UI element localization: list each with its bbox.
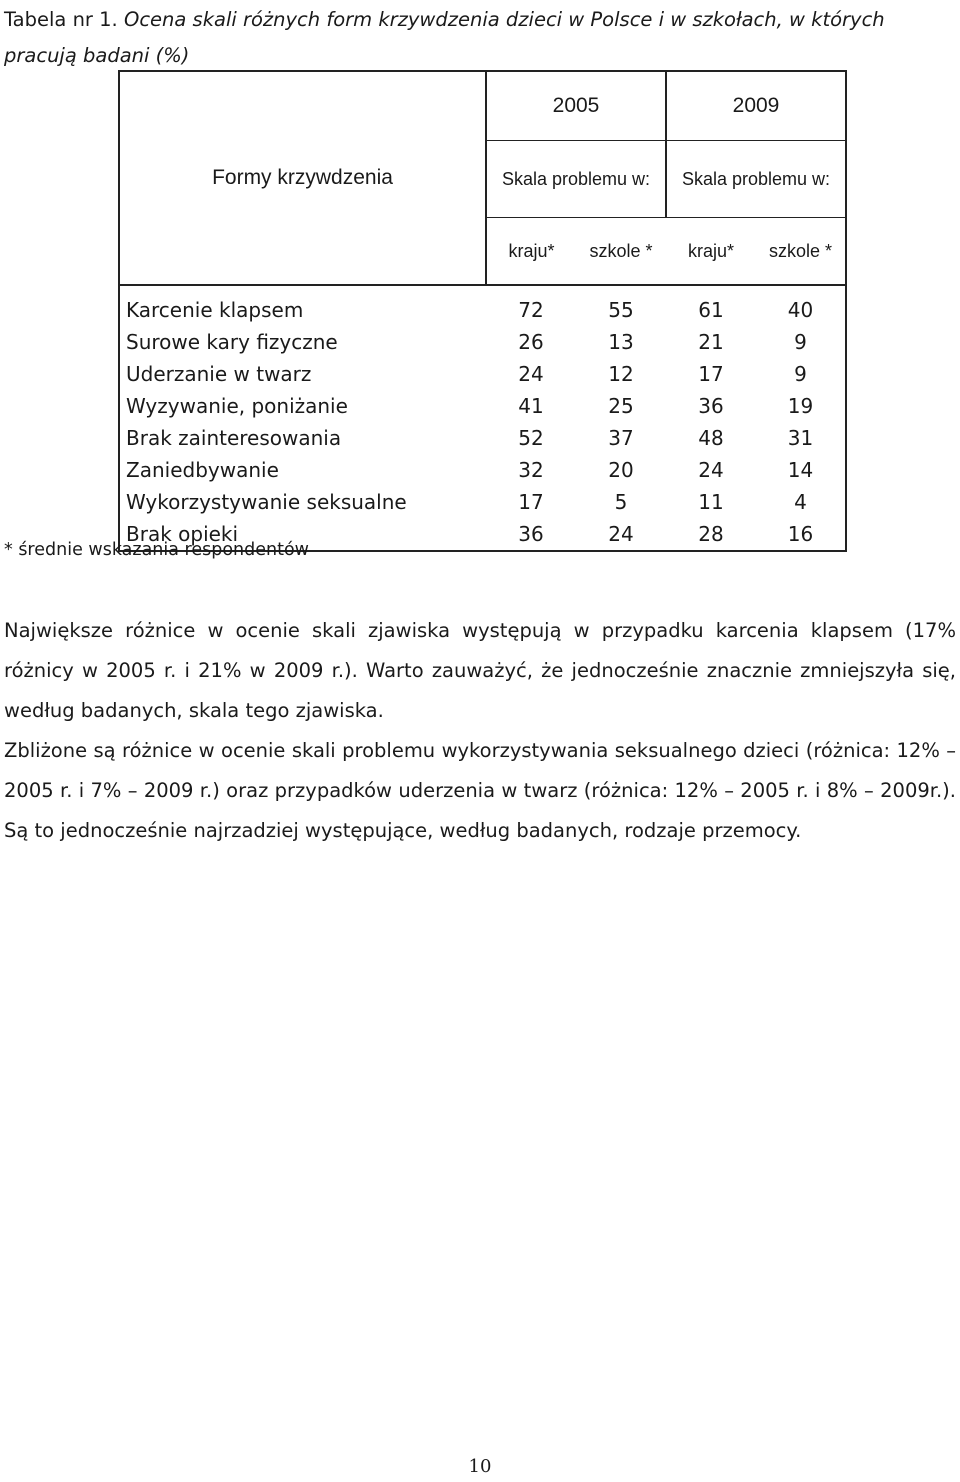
row-value: 9 (756, 358, 846, 390)
caption-title: Ocena skali różnych form krzywdzenia dzieci w Polsce i w szkołach, w których pracują badani (%) (4, 8, 885, 67)
row-value: 4 (756, 486, 846, 518)
row-value: 12 (608, 362, 634, 386)
year-header-2009: 2009 (666, 71, 846, 141)
row-label: Zaniedbywanie (119, 454, 486, 486)
table-row (119, 390, 846, 422)
row-value: 41 (518, 394, 544, 418)
row-label: Brak zainteresowania (119, 422, 486, 454)
row-value: 55 (576, 285, 666, 326)
table-row (119, 358, 846, 390)
row-value: 14 (756, 454, 846, 486)
row-value: 24 (698, 458, 724, 482)
table-caption (4, 2, 958, 74)
row-value: 32 (518, 458, 544, 482)
row-label: Karcenie klapsem (119, 285, 486, 326)
row-label: Brak opieki (119, 518, 486, 551)
scale-header-2009: Skala problemu w: (666, 141, 846, 218)
year-header-2005: 2005 (486, 71, 666, 141)
row-value: 36 (486, 518, 576, 551)
paragraph-1: Największe różnice w ocenie skali zjawiska występują w przypadku karcenia klapsem (17% różnicy w 2005 r. i 21% w 2009 r.). Warto zauważyć, że jednocześnie znacznie zmniejszyła się, według badanych, skala tego zjawiska. (4, 619, 956, 722)
row-value: 61 (666, 285, 756, 326)
caption-prefix: Tabela nr 1. (4, 8, 118, 31)
sub-header-kraju-2009: kraju* (666, 218, 756, 286)
table-row (119, 486, 846, 518)
row-value: 24 (518, 362, 544, 386)
abuse-forms-table (118, 70, 847, 552)
table-row (119, 422, 846, 454)
row-value: 28 (666, 518, 756, 551)
row-value: 17 (518, 490, 544, 514)
page-number: 10 (468, 1456, 492, 1477)
row-value: 9 (756, 326, 846, 358)
row-value: 19 (756, 390, 846, 422)
row-value: 5 (614, 490, 628, 514)
row-value: 11 (698, 490, 724, 514)
forms-header: Formy krzywdzenia (119, 71, 486, 285)
row-value: 52 (518, 426, 544, 450)
row-value: 20 (608, 458, 634, 482)
row-label: Uderzanie w twarz (119, 358, 486, 390)
paragraph-2: Zbliżone są różnice w ocenie skali problemu wykorzystywania seksualnego dzieci (różnica: 12% – 2005 r. i 7% – 2009 r.) oraz przypadków uderzenia w twarz (różnica: 12% – 2005 r. i 8% – 2009r.). Są to jednocześnie najrzadziej występujące, według badanych, rodzaje przemocy. (4, 739, 956, 842)
row-label: Surowe kary fizyczne (119, 326, 486, 358)
row-value: 72 (486, 285, 576, 326)
sub-header-szkole-2009: szkole * (756, 218, 846, 286)
row-value: 16 (756, 518, 846, 551)
sub-header-kraju-2005: kraju* (486, 218, 576, 286)
row-value: 40 (756, 285, 846, 326)
row-value: 13 (608, 330, 634, 354)
row-value: 26 (518, 330, 544, 354)
row-value: 36 (698, 394, 724, 418)
row-value: 25 (608, 394, 634, 418)
row-value: 31 (756, 422, 846, 454)
row-value: 37 (608, 426, 634, 450)
table-footnote: * średnie wskazania respondentów (4, 540, 309, 560)
row-value: 17 (698, 362, 724, 386)
scale-header-2005: Skala problemu w: (486, 141, 666, 218)
table-row (119, 454, 846, 486)
sub-header-szkole-2005: szkole * (576, 218, 666, 286)
row-label: Wykorzystywanie seksualne (119, 486, 486, 518)
row-label: Wyzywanie, poniżanie (119, 390, 486, 422)
table-row (119, 285, 846, 326)
row-value: 48 (698, 426, 724, 450)
table-row (119, 326, 846, 358)
row-value: 24 (576, 518, 666, 551)
row-value: 21 (698, 330, 724, 354)
